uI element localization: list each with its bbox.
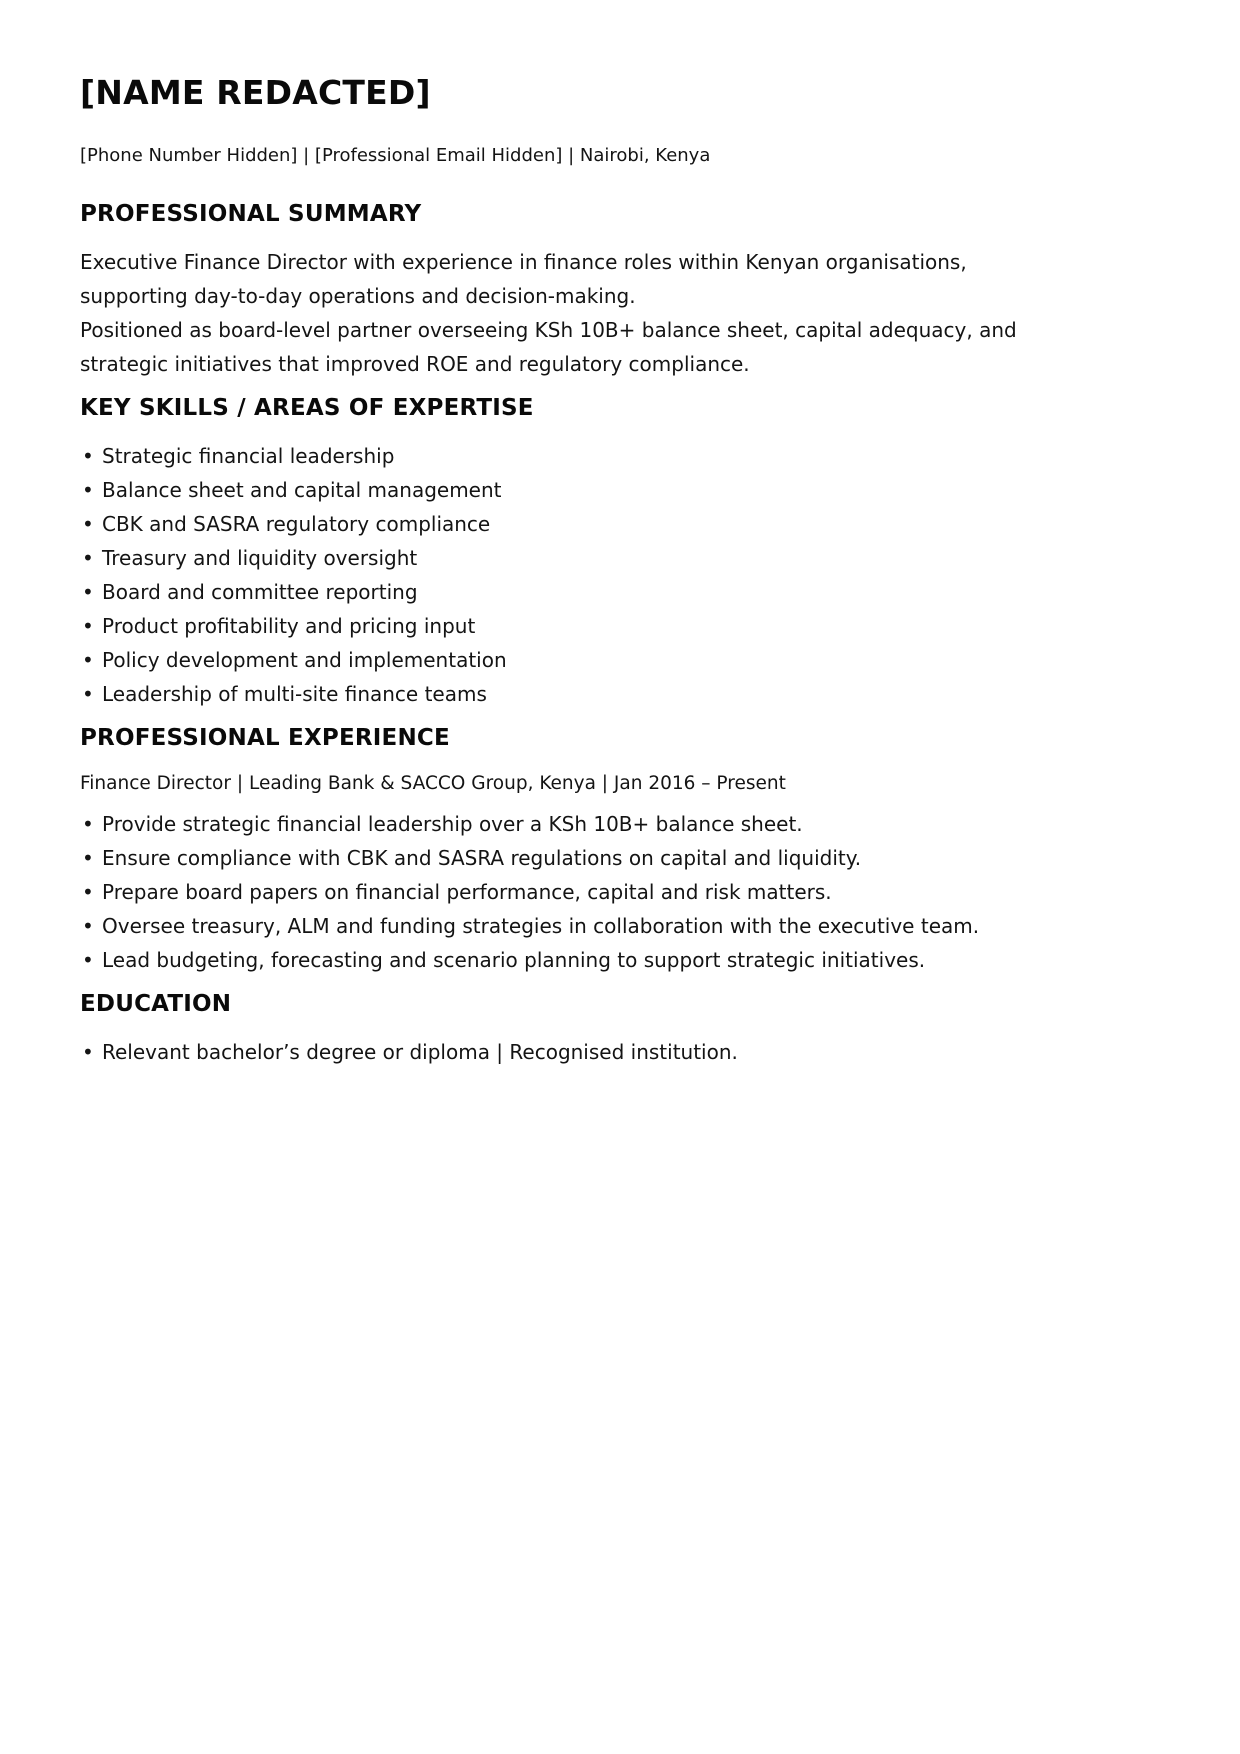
list-item: • Leadership of multi-site finance teams [80, 677, 1032, 711]
summary-heading: PROFESSIONAL SUMMARY [80, 201, 422, 228]
skills-list [80, 439, 1032, 711]
contact-line: [Phone Number Hidden] | [Professional Email Hidden] | Nairobi, Kenya [80, 145, 711, 167]
list-item: • Ensure compliance with CBK and SASRA regulations on capital and liquidity. [80, 841, 1032, 875]
list-item: • CBK and SASRA regulatory compliance [80, 507, 1032, 541]
list-item: • Balance sheet and capital management [80, 473, 1032, 507]
experience-role-line: Finance Director | Leading Bank & SACCO Group, Kenya | Jan 2016 – Present [80, 773, 786, 795]
skills-heading: KEY SKILLS / AREAS OF EXPERTISE [80, 395, 534, 422]
list-item: • Relevant bachelor’s degree or diploma | Recognised institution. [80, 1035, 1032, 1069]
list-item: • Treasury and liquidity oversight [80, 541, 1032, 575]
summary-paragraph: Executive Finance Director with experience in finance roles within Kenyan organisations, supporting day-to-day operations and decision-making. [80, 250, 967, 309]
section-professional-summary [80, 199, 1032, 381]
experience-list [80, 807, 1032, 977]
list-item: • Prepare board papers on financial performance, capital and risk matters. [80, 875, 1032, 909]
summary-paragraph: Positioned as board-level partner overseeing KSh 10B+ balance sheet, capital adequacy, and strategic initiatives that improved ROE and regulatory compliance. [80, 318, 1017, 377]
list-item: • Strategic financial leadership [80, 439, 1032, 473]
experience-heading: PROFESSIONAL EXPERIENCE [80, 725, 450, 752]
education-list [80, 1035, 1032, 1069]
section-education [80, 989, 1032, 1069]
education-heading: EDUCATION [80, 991, 232, 1018]
list-item: • Product profitability and pricing input [80, 609, 1032, 643]
section-key-skills [80, 393, 1032, 711]
list-item: • Board and committee reporting [80, 575, 1032, 609]
list-item: • Provide strategic financial leadership over a KSh 10B+ balance sheet. [80, 807, 1032, 841]
candidate-name: [NAME REDACTED] [80, 73, 431, 112]
resume-content [80, 72, 1032, 1069]
section-professional-experience [80, 723, 1032, 977]
list-item: • Oversee treasury, ALM and funding strategies in collaboration with the executive team. [80, 909, 1032, 943]
list-item: • Lead budgeting, forecasting and scenario planning to support strategic initiatives. [80, 943, 1032, 977]
list-item: • Policy development and implementation [80, 643, 1032, 677]
